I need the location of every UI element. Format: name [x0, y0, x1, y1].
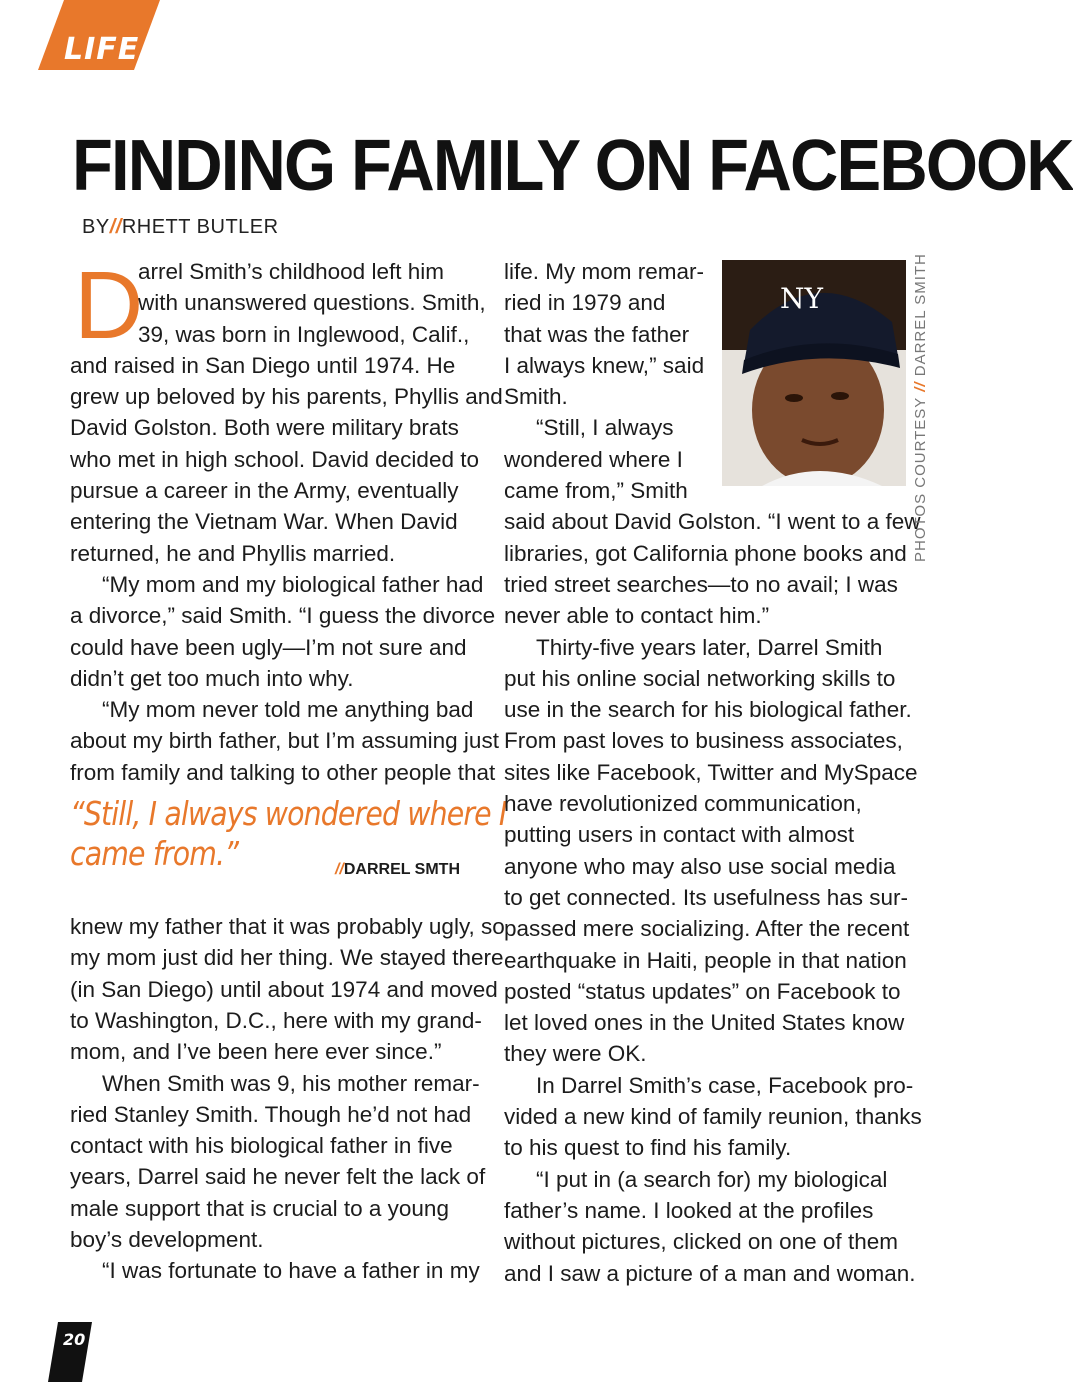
byline	[82, 216, 279, 239]
text-line: from family and talking to other people that	[70, 759, 496, 785]
text-line: without pictures, clicked on one of them	[504, 1229, 898, 1255]
section-label: LIFE	[64, 32, 140, 67]
text-line: use in the search for his biological father.	[504, 697, 912, 723]
pull-quote-line-2: came from.”	[70, 834, 239, 874]
text-line: who met in high school. David decided to	[70, 446, 479, 472]
text-line: putting users in contact with almost	[504, 822, 855, 848]
text-line: anyone who may also use social media	[504, 853, 896, 879]
text-line: let loved ones in the United States know	[504, 1010, 905, 1036]
text-line: passed mere socializing. After the recent	[504, 916, 910, 942]
text-line: pursue a career in the Army, eventually	[70, 478, 459, 504]
text-line: boy’s development.	[70, 1227, 264, 1253]
text-line: to get connected. Its usefulness has sur-	[504, 884, 908, 910]
text-line: have revolutionized communication,	[504, 791, 862, 817]
pull-quote	[70, 794, 507, 911]
text-line: knew my father that it was probably ugly, so	[70, 914, 505, 940]
paragraph-4	[70, 1068, 486, 1256]
paragraph-8	[504, 632, 918, 1070]
text-line: returned, he and Phyllis married.	[70, 540, 396, 566]
portrait-illustration	[722, 260, 906, 486]
attribution-slashes: //	[334, 861, 344, 879]
byline-prefix: BY	[82, 216, 110, 238]
text-line: posted “status updates” on Facebook to	[504, 978, 901, 1004]
text-line: In Darrel Smith’s case, Facebook pro-	[536, 1072, 914, 1098]
paragraph-9	[504, 1070, 922, 1164]
page-number: 20	[63, 1330, 86, 1349]
text-line: put his online social networking skills to	[504, 665, 896, 691]
text-line: never able to contact him.”	[504, 603, 770, 629]
text-line: said about David Golston. “I went to a few	[504, 509, 921, 535]
paragraph-3	[70, 694, 499, 788]
headline: FINDING FAMILY ON FACEBOOK	[72, 126, 1073, 206]
text-line: Thirty-five years later, Darrel Smith	[536, 634, 883, 660]
text-line: I always knew,” said	[504, 352, 705, 378]
text-line: Smith.	[504, 384, 568, 410]
byline-author: RHETT BUTLER	[121, 216, 279, 238]
text-line: “I was fortunate to have a father in my	[102, 1258, 480, 1284]
text-line: came from,” Smith	[504, 478, 688, 504]
credit-prefix: PHOTOS COURTESY	[912, 396, 929, 562]
photo-credit	[912, 253, 929, 562]
text-line: to his quest to find his family.	[504, 1135, 792, 1161]
text-line: father’s name. I looked at the profiles	[504, 1197, 874, 1223]
text-line: arrel Smith’s childhood left him	[138, 259, 444, 284]
text-line: From past loves to business associates,	[504, 728, 903, 754]
text-line: to Washington, D.C., here with my grand-	[70, 1007, 482, 1033]
svg-text:NY: NY	[780, 282, 823, 315]
text-line: David Golston. Both were military brats	[70, 415, 459, 441]
paragraph-3-continued	[70, 911, 505, 1067]
text-line: and I saw a picture of a man and woman.	[504, 1260, 916, 1286]
pull-quote-line-1: “Still, I always wondered where I	[70, 794, 507, 834]
text-line: tried street searches—to no avail; I was	[504, 571, 898, 597]
text-line: “Still, I always	[536, 415, 674, 441]
text-line: mom, and I’ve been here ever since.”	[70, 1039, 442, 1065]
text-line: a divorce,” said Smith. “I guess the divorce	[70, 603, 496, 629]
text-line: “My mom never told me anything bad	[102, 697, 474, 723]
text-line: wondered where I	[504, 446, 683, 472]
text-line: that was the father	[504, 321, 690, 347]
paragraph-2	[70, 569, 496, 694]
text-line: entering the Vietnam War. When David	[70, 509, 458, 535]
text-line: libraries, got California phone books and	[504, 540, 907, 566]
text-line: When Smith was 9, his mother remar-	[102, 1070, 480, 1096]
portrait-photo	[722, 260, 906, 486]
text-line: sites like Facebook, Twitter and MySpace	[504, 759, 918, 785]
text-line: 39, was born in Inglewood, Calif.,	[138, 321, 470, 347]
drop-cap: D	[74, 252, 144, 359]
text-line: “I put in (a search for) my biological	[536, 1166, 888, 1192]
paragraph-10	[504, 1164, 916, 1289]
pull-quote-attribution	[335, 854, 460, 885]
text-line: my mom just did her thing. We stayed there	[70, 945, 504, 971]
left-column	[70, 252, 507, 1287]
text-line: about my birth father, but I’m assuming just	[70, 728, 499, 754]
text-line: didn’t get too much into why.	[70, 665, 354, 691]
credit-slashes: //	[912, 381, 929, 392]
text-line: ried in 1979 and	[504, 290, 666, 316]
text-line: contact with his biological father in five	[70, 1133, 453, 1159]
text-line: grew up beloved by his parents, Phyllis and	[70, 384, 503, 410]
text-line: life. My mom remar-	[504, 259, 705, 284]
text-line: and raised in San Diego until 1974. He	[70, 352, 456, 378]
text-line: with unanswered questions. Smith,	[138, 290, 486, 316]
text-line: could have been ugly—I’m not sure and	[70, 634, 467, 660]
text-line: vided a new kind of family reunion, thanks	[504, 1104, 922, 1130]
byline-slashes: //	[109, 216, 122, 238]
text-line: they were OK.	[504, 1041, 647, 1067]
text-line: ried Stanley Smith. Though he’d not had	[70, 1101, 472, 1127]
credit-name: DARREL SMITH	[912, 253, 929, 377]
text-line: (in San Diego) until about 1974 and moved	[70, 976, 498, 1002]
attribution-name: DARREL SMTH	[343, 861, 460, 879]
text-line: male support that is crucial to a young	[70, 1195, 449, 1221]
text-line: years, Darrel said he never felt the lack of	[70, 1164, 486, 1190]
text-line: “My mom and my biological father had	[102, 571, 484, 597]
paragraph-5	[70, 1255, 480, 1286]
text-line: earthquake in Haiti, people in that nation	[504, 947, 907, 973]
